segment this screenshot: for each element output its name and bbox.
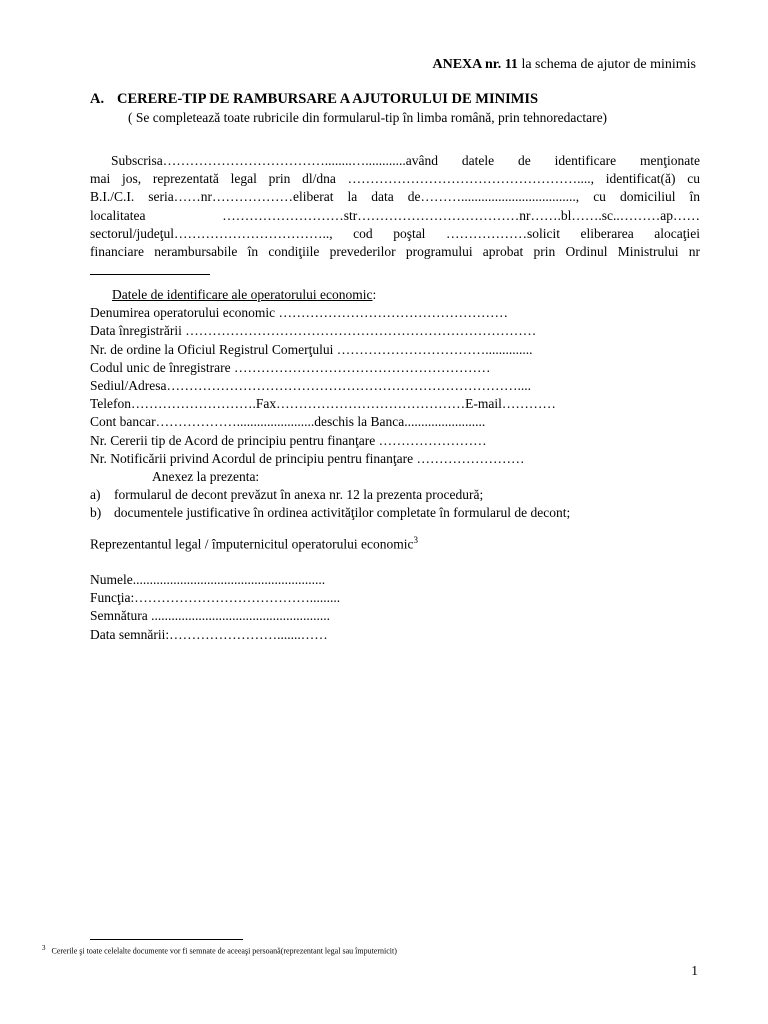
- attachment-item: [90, 504, 570, 522]
- footnote: [42, 944, 397, 956]
- field-signature-date: Data semnării:…………………….......……: [90, 626, 328, 642]
- footnote-reference: 3: [413, 535, 419, 545]
- page-number: 1: [691, 963, 698, 978]
- field-address: Sediul/Adresa……………………………………………………………………....: [90, 377, 531, 393]
- identification-heading: Datele de identificare ale operatorului economic:: [112, 287, 377, 302]
- footnote-separator: [90, 939, 243, 940]
- annex-description: la schema de ajutor de minimis: [517, 57, 696, 72]
- paragraph-line: mai jos, reprezentată legal prin dl/dna ……………………………………………...., identificat(ă) cu: [90, 171, 700, 187]
- annex-reference: [432, 57, 696, 73]
- attachments-intro: Anexez la prezenta:: [152, 468, 260, 484]
- item-text: formularul de decont prevăzut în anexa nr. 12 la prezenta procedură;: [114, 487, 484, 503]
- signature-section: [90, 571, 340, 644]
- item-marker: a): [90, 487, 101, 503]
- title-text: CERERE-TIP DE RAMBURSARE A AJUTORULUI DE MINIMIS: [117, 91, 539, 107]
- annex-number: ANEXA nr. 11: [432, 57, 518, 72]
- footnote-text: Cererile şi toate celelalte documente vor fi semnate de aceeaşi persoană(reprezentant legal sau împuternicit): [51, 946, 397, 956]
- field-name: Numele.........................................................: [90, 572, 326, 587]
- identification-section: [90, 286, 570, 522]
- form-title: [90, 91, 538, 108]
- footnote-number: 3: [42, 944, 46, 952]
- blank-fill-line: [90, 274, 210, 275]
- paragraph-line: localitatea ………………………str………………………………nr…….bl…….sc..………ap……: [90, 207, 700, 223]
- field-company-name: Denumirea operatorului economic ……………………………………………: [90, 305, 509, 321]
- field-function: Funcţia:………………………………….........: [90, 590, 341, 606]
- item-text: documentele justificative în ordinea activităţilor completate în formularul de decont;: [114, 505, 571, 521]
- field-agreement-request-number: Nr. Cererii tip de Acord de principiu pentru finanţare ……………………: [90, 432, 487, 448]
- paragraph-line: financiare nerambursabile în condiţiile prevederilor programului aprobat prin Ordinul Ministrului nr: [90, 243, 700, 259]
- field-notification-number: Nr. Notificării privind Acordul de principiu pentru finanţare ……………………: [90, 450, 525, 466]
- field-signature: Semnătura .....................................................: [90, 608, 330, 624]
- paragraph-line: sectorul/judeţul…………………………….., cod poştal ………………solicit eliberarea alocaţiei: [90, 225, 700, 241]
- form-instructions: ( Se completează toate rubricile din formularul-tip în limba română, prin tehnoredactare): [128, 110, 608, 125]
- field-contact: Telefon……………………….Fax……………………………………E-mail…………: [90, 396, 556, 412]
- item-marker: b): [90, 505, 102, 521]
- applicant-paragraph: [90, 152, 700, 261]
- attachment-item: [90, 486, 570, 504]
- paragraph-line: B.I./C.I. seria……nr………………eliberat la data de……….................................., cu domiciliul în: [90, 189, 700, 205]
- paragraph-line: Subscrisa………………………………........…............având datele de identificare menţionate: [111, 153, 700, 168]
- field-registration-date: Data înregistrării ……………………………………………………………………: [90, 323, 537, 339]
- section-letter: A.: [90, 91, 105, 107]
- field-trade-register-number: Nr. de ordine la Oficiul Registrul Comerţului ……………………………..............: [90, 341, 533, 357]
- field-unique-code: Codul unic de înregistrare …………………………………………………: [90, 359, 491, 375]
- representative-label: Reprezentantul legal / împuternicitul operatorului economic$^3$: [90, 535, 419, 552]
- field-bank-account: Cont bancar……………….......................deschis la Banca........................: [90, 414, 486, 430]
